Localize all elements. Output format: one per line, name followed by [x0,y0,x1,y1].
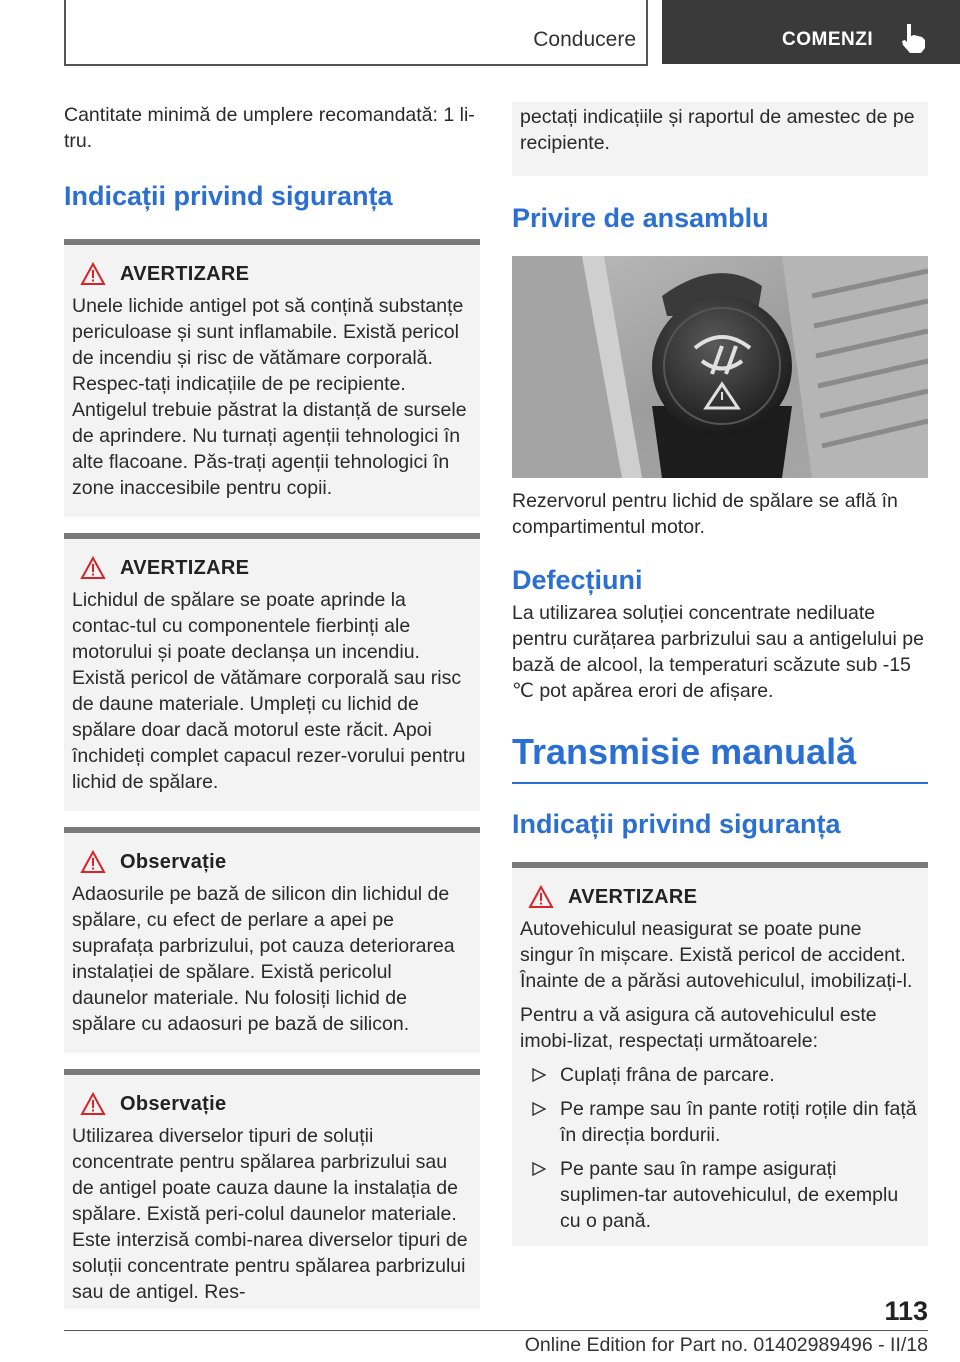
box-title: AVERTIZARE [568,885,698,908]
footer-edition: Online Edition for Part no. 01402989496 - II/18 [524,1334,928,1356]
box-text: Lichidul de spălare se poate aprinde la contac-tul cu componentele fierbinți ale motorului și poate declanșa un incendiu. Există pericol de vătămare corporală sau risc de daune materiale. Umpleți cu lichid de spălare doar dacă motorul este răcit. Apoi închideți complet capacul rezer-vorului pentru lichid de spălare. [72,589,466,793]
list-item [520,1062,920,1088]
warning-triangle-icon [80,850,106,874]
box-title: AVERTIZARE [120,262,250,285]
list-item [520,1156,920,1234]
note-box [64,1069,480,1309]
warning-box [512,862,928,1246]
box-text: Unele lichide antigel pot să conțină substanțe periculoase și sunt inflamabile. Există pericol de incendiu și risc de vătămare corporală. Respec-tați indicațiile de pe recipiente. Antigelul trebuie păstrat la distanță de sursele de aprindere. Nu turnați agenții tehnologici în alte flacoane. Păs-trați agenții tehnologici în zone inaccesibile pentru copii. [72,295,467,499]
header-chapter-label: COMENZI [782,29,874,50]
triangle-bullet-icon [532,1102,546,1116]
triangle-bullet-icon [532,1162,546,1176]
warning-triangle-icon [80,262,106,286]
box-header [520,882,920,912]
warning-box [64,239,480,517]
washer-reservoir-photo [512,256,928,478]
list-item-text: Pe pante sau în rampe asigurați suplimen-tar autovehiculul, de exemplu cu o pană. [560,1158,899,1232]
note-box [64,827,480,1053]
page-number: 113 [884,1296,928,1326]
box-title: AVERTIZARE [120,556,250,579]
list-item-text: Cuplați frâna de parcare. [560,1064,775,1086]
photo-caption: Rezervorul pentru lichid de spălare se află în compartimentul motor. [512,490,898,538]
box-header [72,259,472,289]
warning-box [64,533,480,811]
list-item [520,1096,920,1148]
defects-heading: Defecțiuni [512,565,643,595]
box-text: Pentru a vă asigura că autovehiculul este imobi-lizat, respectați următoarele: [520,1004,877,1052]
instruction-list [520,1062,920,1234]
header-left-rule [64,0,66,66]
box-text: Utilizarea diverselor tipuri de soluții concentrate pentru spălarea parbrizului sau de antigel poate cauza daune la instalația de spălare. Există peri-colul daunelor materiale. Este interzisă combi-narea diverselor tipuri de soluții concentrate pentru spălarea parbrizului sau de antigel. Res- [72,1125,468,1303]
header-divider [646,0,648,66]
box-text: Adaosurile pe bază de silicon din lichidul de spălare, cu efect de perlare a apei pe suprafața parbrizului, pot cauza deteriorarea instalației de spălare. Există pericolul daunelor materiale. Nu folosiți lichid de spălare cu adaosuri pe bază de silicon. [72,883,455,1035]
defects-text: La utilizarea soluției concentrate nediluate pentru curățarea parbrizului sau a antigelului pe bază de alcool, la temperaturi scăzute sub -15 ℃ pot apărea erori de afișare. [512,602,924,702]
pointing-hand-icon [898,22,928,54]
header-section-title: Conducere [533,28,636,51]
right-column [512,102,928,1246]
list-item-text: Pe rampe sau în pante rotiți roțile din față în direcția bordurii. [560,1098,917,1146]
footer-rule [64,1330,928,1331]
box-text: Autovehiculul neasigurat se poate pune singur în mișcare. Există pericol de accident. Înainte de a părăsi autovehiculul, imobilizați-l. [520,918,913,992]
header-chapter-tab [662,0,960,64]
box-header [72,1089,472,1119]
box-title: Observație [120,1092,227,1115]
box-text: pectați indicațiile și raportul de amestec de pe recipiente. [520,106,915,154]
left-column [64,102,480,1309]
manual-safety-heading: Indicații privind siguranța [512,809,841,839]
box-header [72,847,472,877]
warning-triangle-icon [80,556,106,580]
safety-heading: Indicații privind siguranța [64,181,393,211]
manual-transmission-heading: Transmisie manuală [512,731,857,772]
header-rule [64,64,646,66]
overview-heading: Privire de ansamblu [512,203,769,233]
box-title: Observație [120,850,227,873]
heading-rule [512,782,928,784]
warning-triangle-icon [528,885,554,909]
warning-triangle-icon [80,1092,106,1116]
note-box-continued [512,102,928,176]
box-header [72,553,472,583]
triangle-bullet-icon [532,1068,546,1082]
intro-text: Cantitate minimă de umplere recomandată: 1 li-tru. [64,104,475,152]
